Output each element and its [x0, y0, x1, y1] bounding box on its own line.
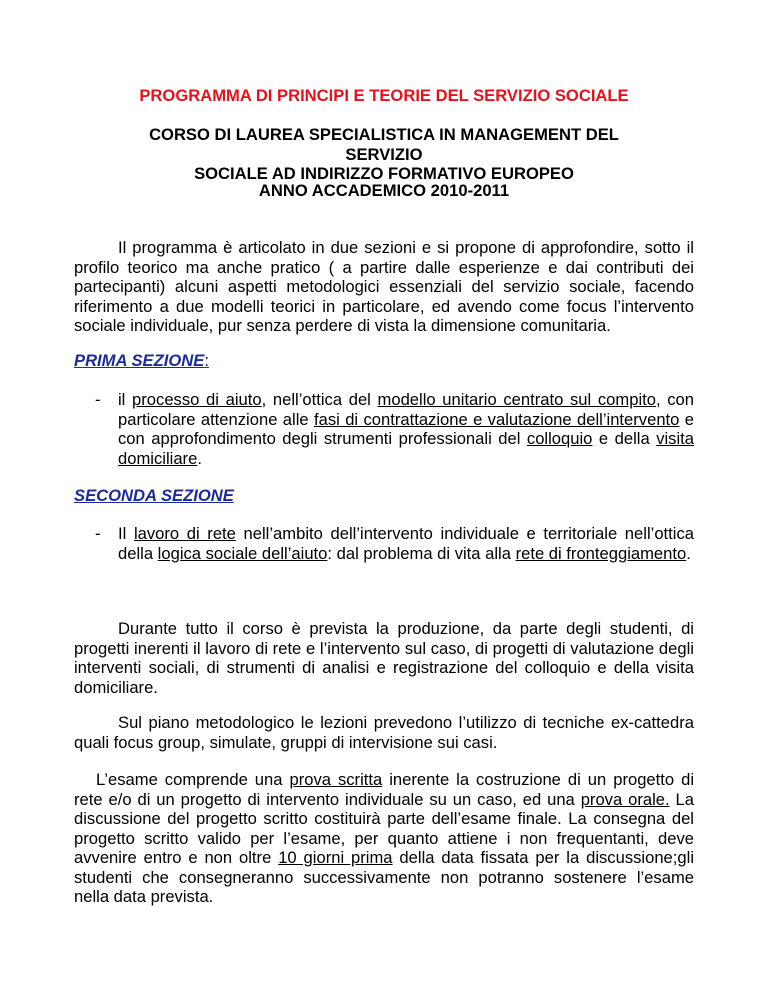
- text-run: .: [686, 543, 691, 563]
- section1-dash: -: [95, 390, 101, 409]
- underlined-term: modello unitario centrato sul compito: [377, 390, 656, 409]
- section2-dash: -: [95, 524, 101, 543]
- text-run: inerente la costruzione di un progetto di rete e/o di un progetto di intervento individuale su un caso, ed una: [74, 770, 695, 809]
- text-run: nell’ambito dell’intervento individuale e territoriale nell’ottica della: [118, 524, 694, 563]
- text-run: della data fissata per la discussione;gli studenti che consegneranno successivamente non potranno sostenere l’esame nella data prevista.: [74, 848, 695, 906]
- course-paragraph: Durante tutto il corso è prevista la produzione, da parte degli studenti, di progetti inerenti il lavoro di rete e l’intervento sul caso, di progetti di valutazione degli interventi sociali, di strumenti di analisi e registrazione del colloquio e della visita domiciliare.: [74, 619, 694, 697]
- underlined-term: colloquio: [526, 429, 593, 448]
- exam-paragraph: [74, 770, 694, 907]
- underlined-term: visita domiciliare: [118, 429, 695, 468]
- text-run: e con approfondimento degli strumenti professionali del: [118, 409, 694, 448]
- text-run: , nell’ottica del: [261, 390, 378, 409]
- intro-paragraph: Il programma è articolato in due sezioni e si propone di approfondire, sotto il profilo teorico ma anche pratico ( a partire dalle esperienze e dai contributi dei partecipanti) alcuni aspetti metodologici essenziali del servizio sociale, facendo riferimento a due modelli teorici in particolare, ed avendo come focus l’intervento sociale individuale, pur senza perdere di vista la dimensione comunitaria.: [74, 238, 694, 335]
- text-run: Il: [118, 524, 134, 543]
- section2-item: [118, 524, 694, 563]
- subtitle-line-1: CORSO DI LAUREA SPECIALISTICA IN MANAGEMENT DEL SERVIZIO: [149, 125, 619, 164]
- subtitle-line-2: SOCIALE AD INDIRIZZO FORMATIVO EUROPEO: [194, 164, 574, 183]
- underlined-term: processo di aiuto: [132, 390, 262, 409]
- text-run: : dal problema di vita alla: [327, 543, 516, 563]
- section2-heading: SECONDA SEZIONE: [74, 486, 234, 505]
- underlined-term: lavoro di rete: [133, 524, 236, 543]
- text-run: e della: [592, 429, 657, 448]
- method-paragraph: Sul piano metodologico le lezioni prevedono l’utilizzo di tecniche ex-cattedra quali focus group, simulate, gruppi di intervisione sui casi.: [74, 713, 694, 752]
- text-run: .: [197, 448, 202, 468]
- section1-heading: [74, 351, 209, 371]
- academic-year: ANNO ACCADEMICO 2010-2011: [258, 181, 510, 200]
- section1-heading-text: PRIMA SEZIONE: [74, 351, 205, 370]
- text-run: La discussione del progetto scritto costituirà parte dell’esame finale. La consegna del progetto scritto valido per l’esame, per quanto attiene i non frequentanti, deve avvenire entro e non oltre: [74, 789, 694, 867]
- underlined-term: logica sociale dell’aiuto: [157, 543, 328, 563]
- underlined-term: fasi di contrattazione e valutazione dell’intervento: [314, 409, 680, 429]
- text-run: L’esame comprende una: [96, 770, 290, 789]
- course-subtitle: [110, 125, 658, 184]
- underlined-term: prova orale.: [580, 789, 670, 809]
- text-run: il: [118, 390, 133, 409]
- text-run: , con particolare attenzione alle: [118, 390, 695, 429]
- underlined-term: prova scritta: [289, 770, 383, 789]
- section1-heading-colon: :: [204, 351, 209, 370]
- document-title: PROGRAMMA DI PRINCIPI E TEORIE DEL SERVIZIO SOCIALE: [139, 86, 629, 105]
- underlined-term: 10 giorni prima: [278, 848, 393, 867]
- section1-item: [118, 390, 694, 468]
- underlined-term: rete di fronteggiamento: [515, 543, 687, 563]
